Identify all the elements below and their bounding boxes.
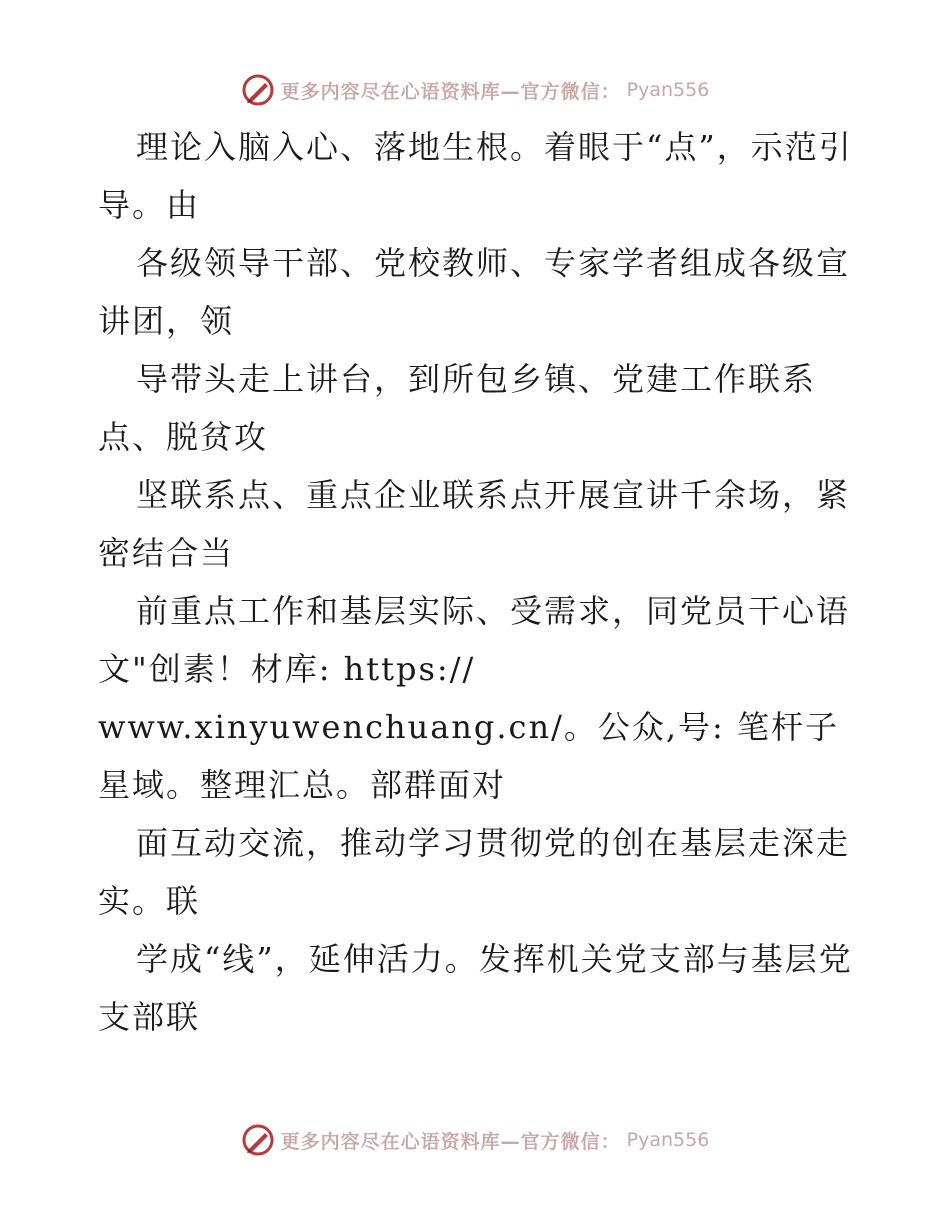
paragraph: 学成“线”，延伸活力。发挥机关党支部与基层党支部联: [98, 940, 853, 1036]
paragraph: 坚联系点、重点企业联系点开展宣讲千余场，紧密结合当: [98, 476, 851, 572]
watermark-text: 更多内容尽在心语资料库—官方微信：: [280, 80, 621, 103]
paragraph: 面互动交流，推动学习贯彻党的创在基层走深走实。联: [98, 824, 851, 920]
header-watermark: [0, 70, 950, 110]
paragraph: 前重点工作和基层实际、受需求，同党员干心语文"创素！材库: https://: [98, 592, 851, 688]
watermark-account: Pyan556: [626, 1129, 710, 1151]
footer-watermark: [0, 1120, 950, 1160]
pen-logo-icon: [241, 73, 275, 107]
watermark-text: 更多内容尽在心语资料库—官方微信：: [280, 1130, 621, 1153]
watermark-account: Pyan556: [626, 79, 710, 101]
paragraph: 导带头走上讲台，到所包乡镇、党建工作联系点、脱贫攻: [98, 360, 817, 456]
document-body: [98, 118, 858, 1046]
paragraph: 各级领导干部、党校教师、专家学者组成各级宣讲团，领: [98, 244, 851, 340]
pen-logo-icon: [241, 1123, 275, 1157]
paragraph: www.xinyuwenchuang.cn/。公众,号: 笔杆子星域。整理汇总。部群面对: [98, 708, 839, 804]
paragraph: 理论入脑入心、落地生根。着眼于“点”，示范引导。由: [98, 128, 853, 224]
